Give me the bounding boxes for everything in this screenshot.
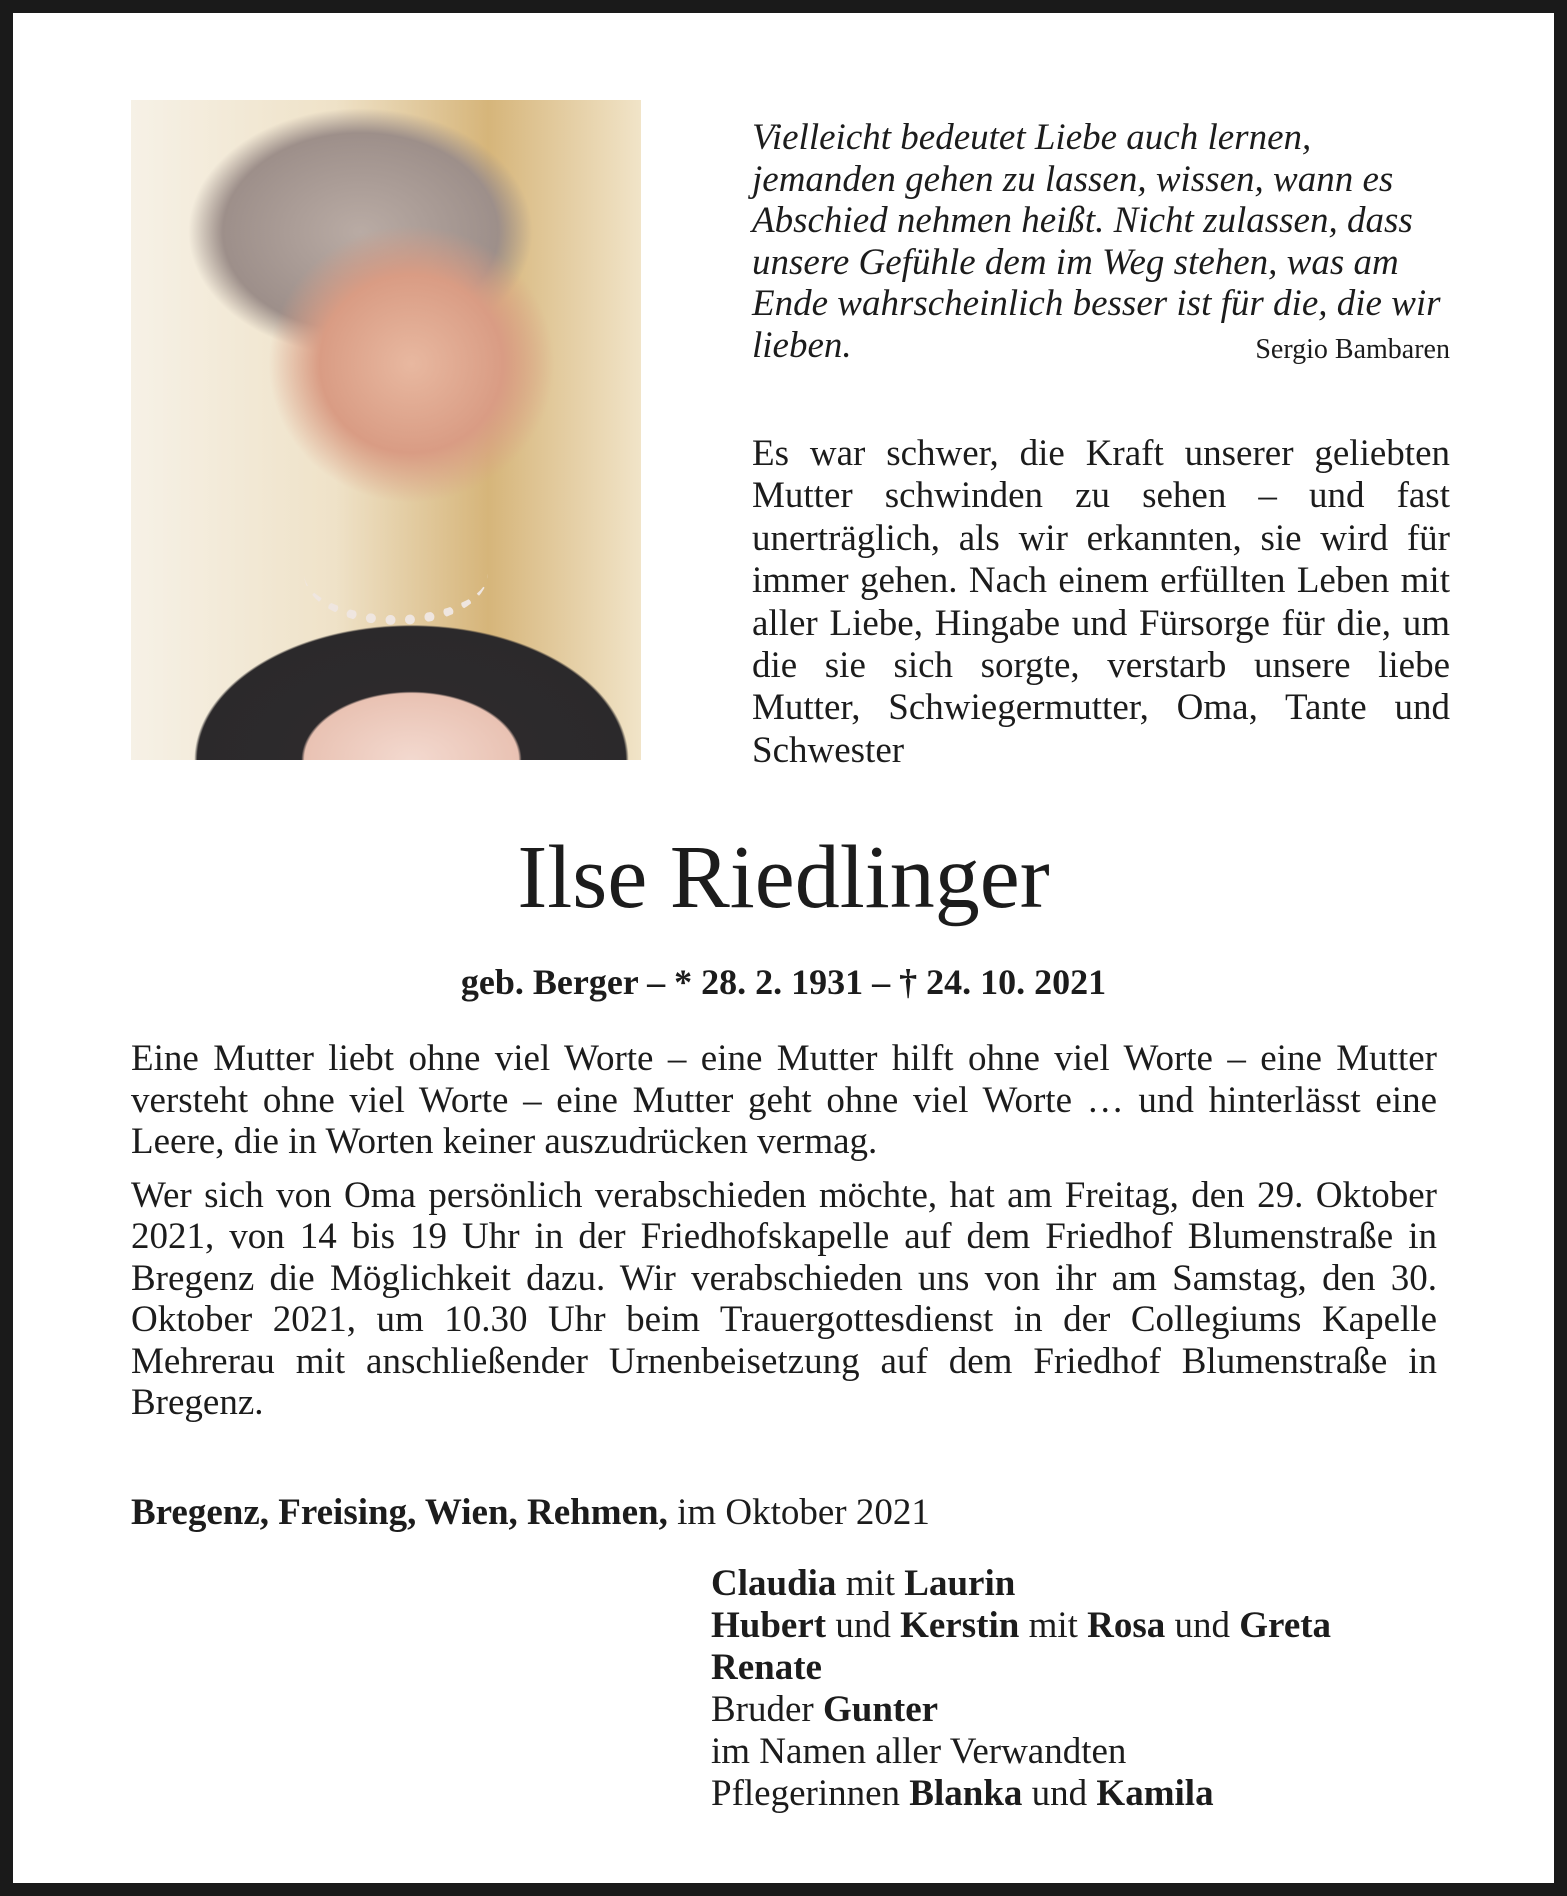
family-line <box>711 1689 1331 1731</box>
quote <box>752 117 1450 370</box>
family-member-name: Blanka <box>909 1773 1023 1814</box>
family-connector: und <box>1165 1605 1240 1646</box>
body-paragraph: Wer sich von Oma persönlich verabschieden möchte, hat am Freitag, den 29. Oktober 2021, von 14 bis 19 Uhr in der Friedhofskapelle auf dem Friedhof Blumenstraße in Bregenz die Möglichkeit dazu. Wir verabschieden uns von ihr am Samstag, den 30. Oktober 2021, um 10.30 Uhr beim Trauergottesdienst in der Collegiums Kapelle Mehrerau mit anschließender Urnenbeisetzung auf dem Friedhof Blumenstraße in Bregenz. <box>131 1174 1437 1423</box>
intro-paragraph: Es war schwer, die Kraft unserer geliebten Mutter schwinden zu sehen – und fast unerträglich, als wir erkannten, sie wird für immer gehen. Nach einem erfüllten Leben mit aller Liebe, Hingabe und Fürsorge für die, um die sie sich sorgte, verstarb unsere liebe Mutter, Schwiegermutter, Oma, Tante und Schwester <box>752 433 1450 771</box>
deceased-name: Ilse Riedlinger <box>517 828 1050 927</box>
quote-text: Vielleicht bedeutet Liebe auch lernen, jemanden gehen zu lassen, wissen, wann es Abschied nehmen heißt. Nicht zulassen, dass unsere Gefühle dem im Weg stehen, was am Ende wahrscheinlich besser ist für die, die wir lieben. <box>752 117 1441 366</box>
family-signatures <box>711 1563 1331 1815</box>
obituary-page <box>13 13 1554 1883</box>
family-member-name: Laurin <box>904 1563 1016 1604</box>
family-member-name: Hubert <box>711 1605 827 1646</box>
place-cities: Bregenz, Freising, Wien, Rehmen, <box>131 1492 668 1533</box>
family-connector: mit <box>1019 1605 1088 1646</box>
family-member-name: Renate <box>711 1647 822 1688</box>
family-member-name: Kerstin <box>900 1605 1020 1646</box>
family-line <box>711 1563 1331 1605</box>
body-paragraph: Eine Mutter liebt ohne viel Worte – eine Mutter hilft ohne viel Worte – eine Mutter versteht ohne viel Worte – eine Mutter geht ohne viel Worte … und hinterlässt eine Leere, die in Worten keiner auszudrücken vermag. <box>131 1038 1437 1162</box>
family-line <box>711 1731 1331 1773</box>
family-line <box>711 1605 1331 1647</box>
family-connector: mit <box>836 1563 905 1604</box>
family-member-name: Gunter <box>823 1689 939 1730</box>
place-date <box>131 1491 930 1534</box>
family-member-name: Claudia <box>711 1563 837 1604</box>
photo-pearl-necklace <box>304 522 488 624</box>
family-connector: und <box>826 1605 901 1646</box>
portrait-photo <box>131 100 641 760</box>
family-connector: und <box>1022 1773 1097 1814</box>
family-connector: im Namen aller Verwandten <box>711 1731 1127 1772</box>
family-member-name: Greta <box>1239 1605 1332 1646</box>
family-line <box>711 1647 1331 1689</box>
family-line <box>711 1773 1331 1815</box>
deceased-dates: geb. Berger – * 28. 2. 1931 – † 24. 10. 2021 <box>460 962 1107 1002</box>
quote-author: Sergio Bambaren <box>1255 333 1450 365</box>
family-member-name: Rosa <box>1087 1605 1166 1646</box>
body-text <box>131 1038 1437 1436</box>
family-connector: Bruder <box>711 1689 823 1730</box>
family-member-name: Kamila <box>1096 1773 1214 1814</box>
place-date-text: im Oktober 2021 <box>677 1492 930 1533</box>
family-connector: Pflegerinnen <box>711 1773 910 1814</box>
